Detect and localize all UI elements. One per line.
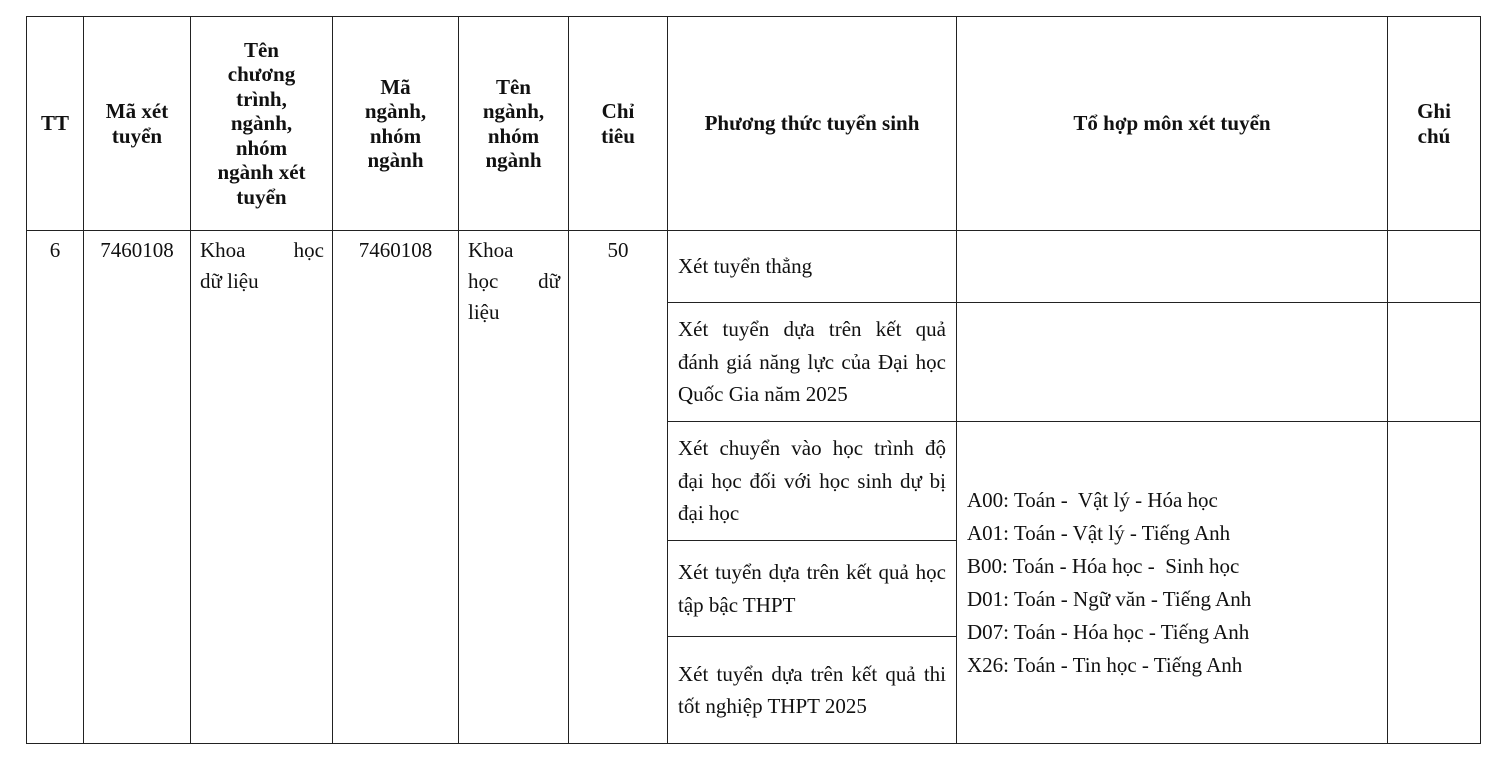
ten-nganh-line-2: học dữ [468, 269, 560, 293]
combo-line: X26: Toán - Tin học - Tiếng Anh [967, 652, 1243, 677]
combo-line: B00: Toán - Hóa học - Sinh học [967, 553, 1240, 578]
header-phuong-thuc: Phương thức tuyển sinh [668, 17, 957, 231]
row-ma-xet-tuyen: 7460108 [84, 231, 191, 744]
ghi-chu-cell-3 [1388, 422, 1481, 744]
row-ma-nganh: 7460108 [333, 231, 459, 744]
method-cell-1: Xét tuyển thẳng [668, 231, 957, 303]
combo-line: D01: Toán - Ngữ văn - Tiếng Anh [967, 586, 1252, 611]
combo-line: D07: Toán - Hóa học - Tiếng Anh [967, 619, 1250, 644]
header-ten-nganh: Tên ngành, nhóm ngành [459, 17, 569, 231]
combo-cell-empty-1 [957, 231, 1388, 303]
ghi-chu-cell-2 [1388, 303, 1481, 422]
method-cell-5: Xét tuyển dựa trên kết quả thi tốt nghiệp THPT 2025 [668, 637, 957, 744]
ten-chuong-trinh-line-2: dữ liệu [200, 269, 259, 293]
header-tt: TT [27, 17, 84, 231]
header-ma-nganh: Mã ngành, nhóm ngành [333, 17, 459, 231]
method-cell-2: Xét tuyển dựa trên kết quả đánh giá năng lực của Đại học Quốc Gia năm 2025 [668, 303, 957, 422]
row-ten-nganh [459, 231, 569, 744]
combo-cell [957, 422, 1388, 744]
row-chi-tieu: 50 [569, 231, 668, 744]
row-ten-chuong-trinh [191, 231, 333, 744]
method-cell-4: Xét tuyển dựa trên kết quả học tập bậc THPT [668, 541, 957, 637]
header-ten-chuong-trinh: Tên chương trình, ngành, nhóm ngành xét tuyển [191, 17, 333, 231]
method-row-1 [27, 231, 1481, 303]
combo-line: A00: Toán - Vật lý - Hóa học [967, 487, 1218, 512]
header-to-hop: Tổ hợp môn xét tuyển [957, 17, 1388, 231]
ten-chuong-trinh-line-1: Khoa học [200, 238, 324, 262]
header-row [27, 17, 1481, 231]
method-cell-3: Xét chuyển vào học trình độ đại học đối với học sinh dự bị đại học [668, 422, 957, 541]
header-chi-tieu: Chỉ tiêu [569, 17, 668, 231]
header-ma-xet-tuyen: Mã xét tuyển [84, 17, 191, 231]
ghi-chu-cell-1 [1388, 231, 1481, 303]
combo-cell-empty-2 [957, 303, 1388, 422]
header-ghi-chu: Ghi chú [1388, 17, 1481, 231]
admission-table [26, 16, 1481, 744]
ten-nganh-line-3: liệu [468, 300, 500, 324]
row-tt: 6 [27, 231, 84, 744]
combo-line: A01: Toán - Vật lý - Tiếng Anh [967, 520, 1231, 545]
ten-nganh-line-1: Khoa [468, 238, 514, 262]
